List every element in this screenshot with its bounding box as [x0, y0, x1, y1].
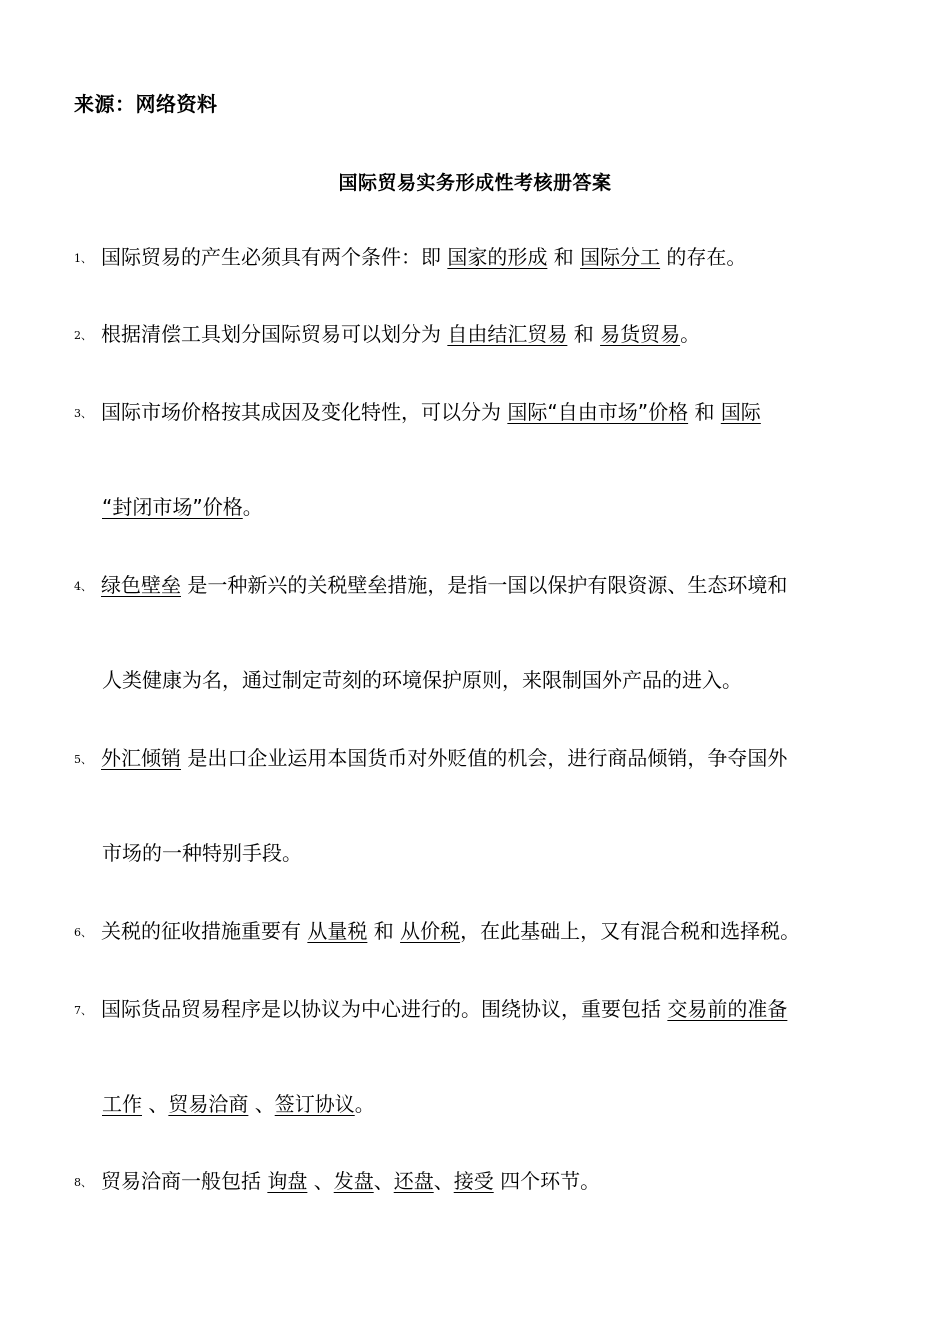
- item-text: 国际贸易的产生必须具有两个条件：即: [101, 245, 448, 269]
- answer-blank: 还盘: [393, 1169, 434, 1193]
- answer-blank: 询盘: [267, 1169, 308, 1193]
- item-text: 的存在。: [660, 245, 747, 269]
- item-text: 是出口企业运用本国货币对外贬值的机会，进行商品倾销，争夺国外: [181, 746, 788, 770]
- question-5-continuation: 市场的一种特别手段。: [102, 841, 302, 865]
- answer-blank: 国际: [720, 400, 761, 424]
- answer-blank: 易货贸易: [600, 322, 681, 346]
- item-number: 6、: [74, 926, 92, 939]
- item-text: 和: [367, 919, 401, 943]
- question-4-continuation: 人类健康为名，通过制定苛刻的环境保护原则，来限制国外产品的进入。: [102, 668, 742, 692]
- item-text: 和: [567, 322, 601, 346]
- question-3: [74, 400, 884, 426]
- answer-blank: 从价税: [400, 919, 461, 943]
- item-text: 、: [307, 1169, 334, 1193]
- answer-blank: 签订协议: [274, 1092, 355, 1116]
- item-text: 四个环节。: [493, 1169, 601, 1193]
- item-number: 1、: [74, 252, 92, 265]
- question-4: [74, 573, 884, 599]
- item-text: 、: [433, 1169, 454, 1193]
- item-text: 贸易洽商一般包括: [101, 1169, 268, 1193]
- item-text: 国际市场价格按其成因及变化特性，可以分为: [101, 400, 508, 424]
- item-text: 、: [373, 1169, 394, 1193]
- document-title: 国际贸易实务形成性考核册答案: [338, 172, 612, 194]
- item-number: 8、: [74, 1176, 92, 1189]
- answer-blank: 国际“自由市场”价格: [507, 400, 689, 424]
- item-number: 3、: [74, 407, 92, 420]
- item-text: 。: [242, 495, 263, 519]
- answer-blank: “封闭市场”价格: [102, 495, 243, 519]
- question-7-continuation: [102, 1092, 375, 1116]
- answer-blank: 外汇倾销: [101, 746, 181, 770]
- question-3-continuation: [102, 495, 263, 519]
- item-number: 4、: [74, 580, 92, 593]
- answer-blank: 国家的形成: [447, 245, 548, 269]
- question-1: [74, 245, 884, 271]
- answer-blank: 国际分工: [580, 245, 661, 269]
- item-text: 。: [680, 322, 701, 346]
- item-text: 关税的征收措施重要有: [101, 919, 308, 943]
- answer-blank: 绿色壁垒: [101, 573, 181, 597]
- answer-blank: 贸易洽商: [168, 1092, 249, 1116]
- item-text: ，在此基础上，又有混合税和选择税。: [460, 919, 801, 943]
- answer-blank: 自由结汇贸易: [447, 322, 568, 346]
- question-7: [74, 997, 884, 1023]
- source-label: 来源：网络资料: [74, 92, 218, 116]
- item-text: 。: [354, 1092, 375, 1116]
- item-text: 、: [248, 1092, 275, 1116]
- item-text: 是一种新兴的关税壁垒措施，是指一国以保护有限资源、生态环境和: [181, 573, 788, 597]
- question-6: [74, 919, 884, 945]
- item-number: 2、: [74, 329, 92, 342]
- question-2: [74, 322, 884, 348]
- item-text: 、: [142, 1092, 169, 1116]
- item-number: 7、: [74, 1004, 92, 1017]
- item-text: 和: [688, 400, 721, 424]
- item-text: 根据清偿工具划分国际贸易可以划分为: [101, 322, 448, 346]
- answer-blank: 发盘: [333, 1169, 374, 1193]
- item-text: 和: [547, 245, 581, 269]
- question-8: [74, 1169, 884, 1195]
- item-number: 5、: [74, 753, 92, 766]
- item-text: 国际货品贸易程序是以协议为中心进行的。围绕协议，重要包括: [101, 997, 668, 1021]
- answer-blank: 从量税: [307, 919, 368, 943]
- answer-blank: 交易前的准备: [667, 997, 788, 1021]
- question-5: [74, 746, 884, 772]
- answer-blank: 接受: [453, 1169, 494, 1193]
- answer-blank: 工作: [102, 1092, 142, 1116]
